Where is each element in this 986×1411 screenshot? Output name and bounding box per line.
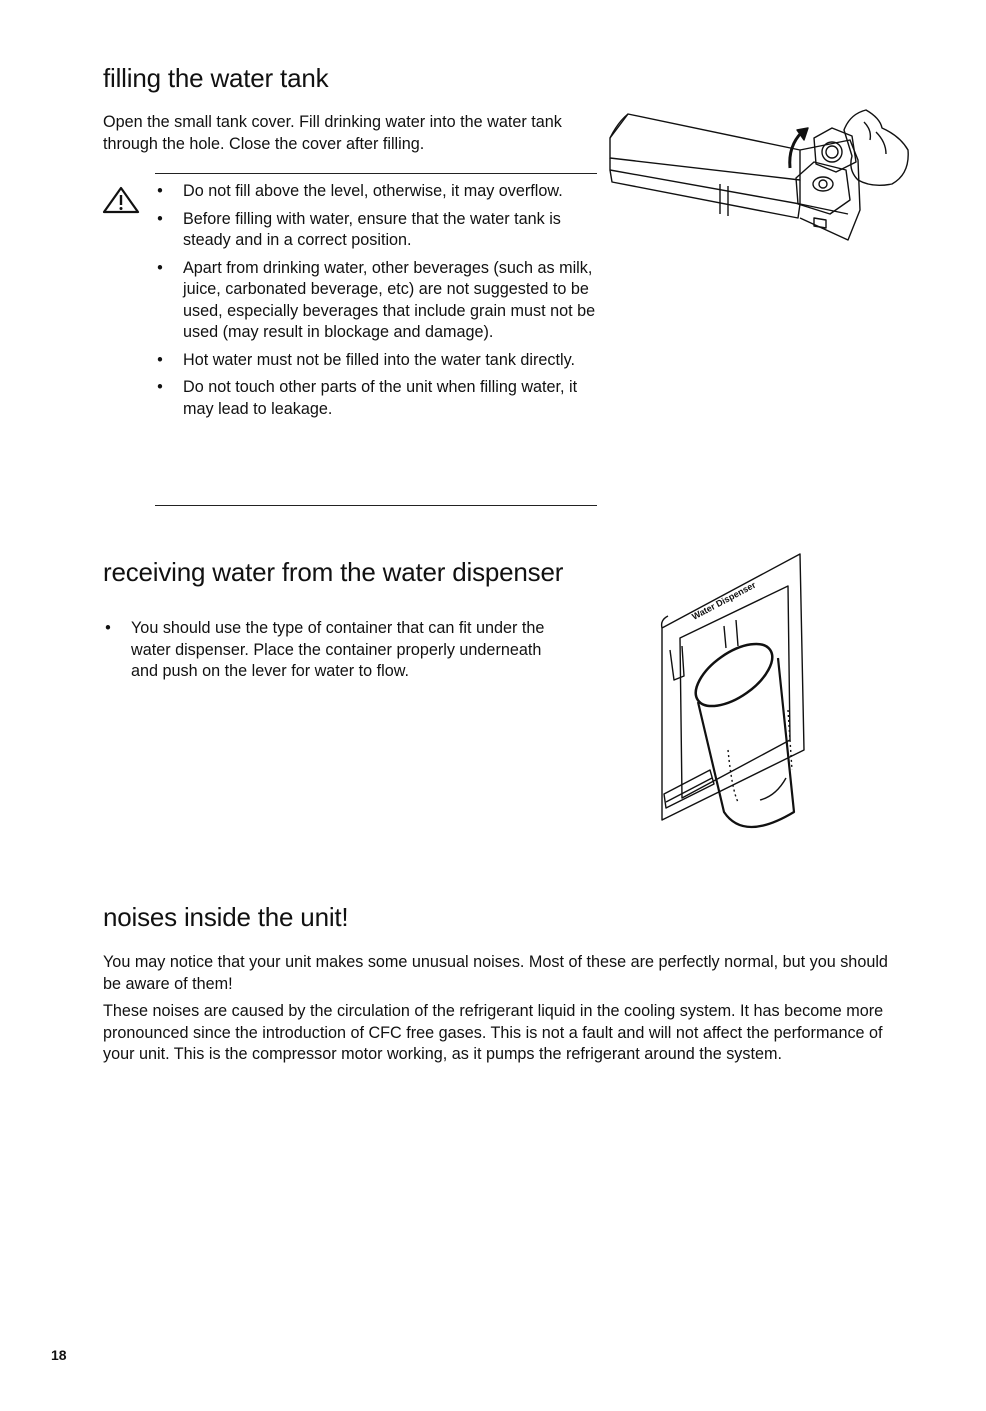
warning-item: • Do not fill above the level, otherwise, it may overflow.	[157, 182, 563, 200]
warning-bottom-rule	[155, 505, 597, 506]
warning-item: • Hot water must not be filled into the water tank directly.	[157, 350, 575, 369]
water-dispenser-illustration	[652, 550, 812, 845]
warning-item: • Before filling with water, ensure that the water tank is steady and in a correct position.	[157, 209, 561, 249]
page-number: 18	[51, 1347, 67, 1363]
warning-list	[155, 181, 600, 426]
warning-item: • Apart from drinking water, other beverages (such as milk, juice, carbonated beverage, etc) are not suggested to be used, especially beverages that include grain must not be used (may result in blockage and damage).	[157, 258, 596, 341]
section-title-noises: noises inside the unit!	[103, 902, 349, 932]
noises-paragraph: These noises are caused by the circulation of the refrigerant liquid in the cooling system. It has become more pronounced since the introduction of CFC free gases. This is not a fault and will not affect the performance of your unit. This is the compressor motor working, as it pumps the refrigerant around the system.	[103, 1002, 884, 1063]
water-tank-illustration	[600, 100, 912, 250]
warning-triangle-icon	[101, 185, 141, 215]
dispenser-panel-label: Water Dispenser	[690, 579, 758, 622]
dispenser-item: • You should use the type of container that can fit under the water dispenser. Place the container properly underneath and push on the lever for water to flow.	[105, 619, 545, 680]
filling-intro: Open the small tank cover. Fill drinking water into the water tank through the hole. Close the cover after filling.	[103, 113, 562, 153]
section-title-filling: filling the water tank	[103, 63, 329, 93]
warning-top-rule	[155, 173, 597, 174]
dispenser-list	[103, 618, 563, 689]
warning-item: • Do not touch other parts of the unit when filling water, it may lead to leakage.	[157, 378, 578, 418]
section-title-dispenser: receiving water from the water dispenser	[103, 557, 564, 587]
noises-paragraph: You may notice that your unit makes some unusual noises. Most of these are perfectly normal, but you should be aware of them!	[103, 953, 888, 993]
